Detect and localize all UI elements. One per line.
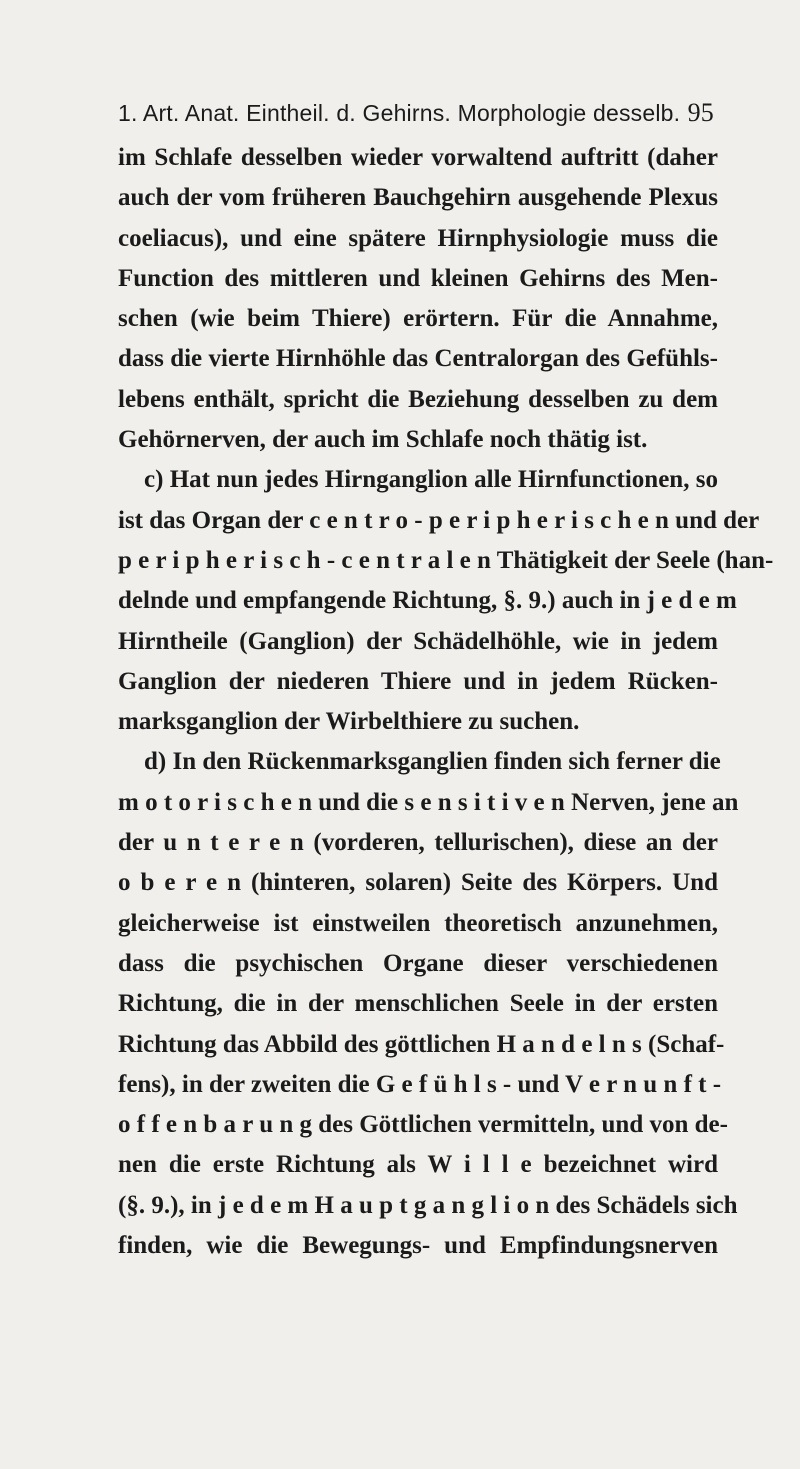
text-line: gleicherweise ist einstweilen theoretisch anzunehmen, bbox=[118, 909, 718, 937]
text-line: o f f e n b a r u n g des Göttlichen vermitteln, und von de- bbox=[118, 1111, 728, 1139]
text-line: Gehörnerven, der auch im Schlafe noch thätig ist. bbox=[118, 426, 648, 454]
page-header bbox=[118, 98, 714, 128]
text-line: Richtung das Abbild des göttlichen H a n d e l n s (Schaf- bbox=[118, 1030, 725, 1058]
text-line: Function des mittleren und kleinen Gehirns des Men- bbox=[118, 264, 718, 292]
text-line: finden, wie die Bewegungs- und Empfindungsnerven bbox=[118, 1232, 718, 1260]
text-line: fens), in der zweiten die G e f ü h l s - und V e r n u n f t - bbox=[118, 1070, 722, 1098]
text-line: o b e r e n (hinteren, solaren) Seite des Körpers. Und bbox=[118, 869, 718, 897]
text-line: c) Hat nun jedes Hirnganglion alle Hirnfunctionen, so bbox=[144, 466, 718, 494]
text-line: coeliacus), und eine spätere Hirnphysiologie muss die bbox=[118, 224, 718, 252]
text-line: marksganglion der Wirbelthiere zu suchen. bbox=[118, 708, 580, 736]
text-line: dass die vierte Hirnhöhle das Centralorgan des Gefühls- bbox=[118, 345, 718, 373]
text-line: d) In den Rückenmarksganglien finden sich ferner die bbox=[144, 748, 721, 776]
text-line: schen (wie beim Thiere) erörtern. Für die Annahme, bbox=[118, 305, 718, 333]
text-line: (§. 9.), in j e d e m H a u p t g a n g l i o n des Schädels sich bbox=[118, 1191, 738, 1219]
text-line: lebens enthält, spricht die Beziehung desselben zu dem bbox=[118, 385, 718, 413]
body-text bbox=[118, 138, 774, 1266]
text-line: p e r i p h e r i s c h - c e n t r a l e n Thätigkeit der Seele (han- bbox=[118, 546, 774, 574]
text-line: der u n t e r e n (vorderen, tellurischen), diese an der bbox=[118, 829, 718, 857]
text-line: m o t o r i s c h e n und die s e n s i t i v e n Nerven, jene an bbox=[118, 788, 739, 816]
text-line: delnde und empfangende Richtung, §. 9.) auch in j e d e m bbox=[118, 587, 737, 615]
page-number: 95 bbox=[687, 98, 714, 127]
text-line: dass die psychischen Organe dieser verschiedenen bbox=[118, 949, 718, 977]
text-line: ist das Organ der c e n t r o - p e r i p h e r i s c h e n und der bbox=[118, 506, 760, 534]
text-line: Richtung, die in der menschlichen Seele in der ersten bbox=[118, 990, 718, 1018]
text-line: nen die erste Richtung als W i l l e bezeichnet wird bbox=[118, 1151, 718, 1179]
text-line: Ganglion der niederen Thiere und in jedem Rücken- bbox=[118, 667, 718, 695]
text-line: Hirntheile (Ganglion) der Schädelhöhle, wie in jedem bbox=[118, 627, 718, 655]
running-head: 1. Art. Anat. Eintheil. d. Gehirns. Morphologie desselb. bbox=[118, 100, 681, 126]
text-line: im Schlafe desselben wieder vorwaltend auftritt (daher bbox=[118, 144, 718, 171]
text-line: auch der vom früheren Bauchgehirn ausgehende Plexus bbox=[118, 184, 718, 212]
